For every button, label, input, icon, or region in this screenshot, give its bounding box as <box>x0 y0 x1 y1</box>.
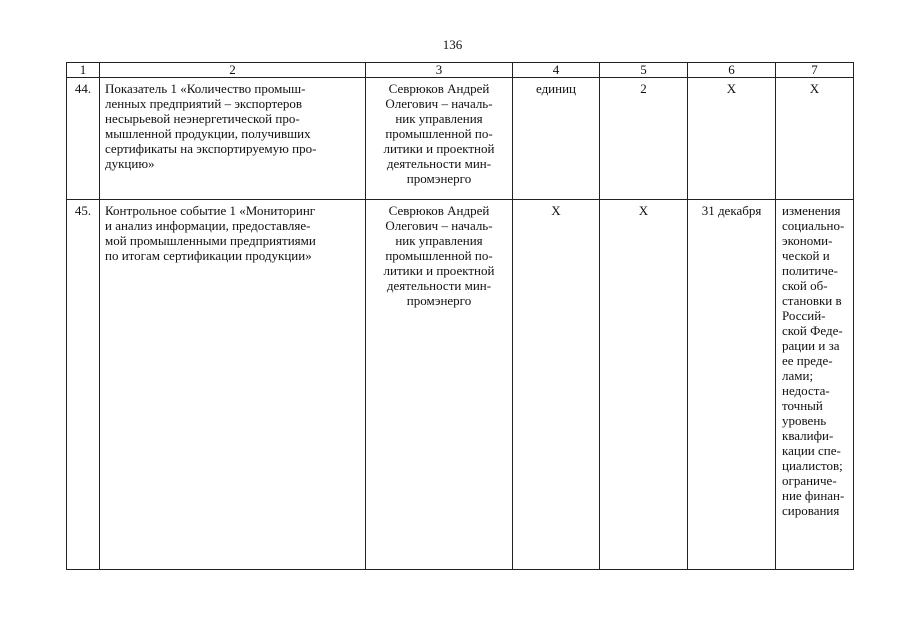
deadline-cell: 31 декабря <box>688 200 776 570</box>
row-number: 44. <box>67 78 100 200</box>
risk-line: социально- <box>782 218 845 233</box>
row-title-line: ленных предприятий – экспортеров <box>105 96 303 111</box>
risk-line: становки в <box>782 293 842 308</box>
risk-cell <box>776 200 854 570</box>
risk-line: сирования <box>782 503 840 518</box>
risk-line: кации спе- <box>782 443 841 458</box>
responsible-person <box>366 200 513 570</box>
risk-line: Россий- <box>782 308 826 323</box>
value-cell: 2 <box>600 78 688 200</box>
risk-line: ской об- <box>782 278 828 293</box>
risk-line: циалистов; <box>782 458 843 473</box>
responsible-line: промышленной по- <box>385 248 493 263</box>
column-header: 1 <box>67 63 100 78</box>
responsible-line: литики и проектной <box>383 141 495 156</box>
page-number: 136 <box>442 37 463 52</box>
risk-line: ческой и <box>782 248 830 263</box>
risk-line: политиче- <box>782 263 839 278</box>
responsible-line: промэнерго <box>406 293 472 308</box>
table-row <box>67 200 854 570</box>
deadline-cell: Х <box>688 78 776 200</box>
column-header: 6 <box>688 63 776 78</box>
responsible-line: Олегович – началь- <box>385 218 493 233</box>
risk-line: лами; <box>782 368 814 383</box>
responsible-line: ник управления <box>395 233 483 248</box>
document-table <box>66 62 854 570</box>
column-header: 4 <box>513 63 600 78</box>
responsible-line: литики и проектной <box>383 263 495 278</box>
responsible-line: Севрюков Андрей <box>388 81 490 96</box>
responsible-person <box>366 78 513 200</box>
row-title-line: Контрольное событие 1 «Мониторинг <box>105 203 316 218</box>
risk-line: квалифи- <box>782 428 834 443</box>
unit-cell: Х <box>513 200 600 570</box>
risk-line: изменения <box>782 203 841 218</box>
risk-line: недоста- <box>782 383 830 398</box>
table-row <box>67 78 854 200</box>
risk-line: рации и за <box>782 338 840 353</box>
row-title <box>100 78 366 200</box>
row-title-line: дукцию» <box>105 156 155 171</box>
risk-line: уровень <box>782 413 827 428</box>
row-title-line: мышленной продукции, получивших <box>105 126 311 141</box>
risk-cell <box>776 78 854 200</box>
row-title-line: мой промышленными предприятиями <box>105 233 316 248</box>
risk-line: ограниче- <box>782 473 837 488</box>
responsible-line: Севрюков Андрей <box>388 203 490 218</box>
risk-line: экономи- <box>782 233 833 248</box>
column-header: 5 <box>600 63 688 78</box>
row-number: 45. <box>67 200 100 570</box>
risk-line: Х <box>809 81 820 96</box>
table-header-row <box>67 63 854 78</box>
responsible-line: деятельности мин- <box>386 156 492 171</box>
responsible-line: деятельности мин- <box>386 278 492 293</box>
responsible-line: ник управления <box>395 111 483 126</box>
responsible-line: промэнерго <box>406 171 472 186</box>
responsible-line: промышленной по- <box>385 126 493 141</box>
risk-line: ее преде- <box>782 353 833 368</box>
row-title-line: Показатель 1 «Количество промыш- <box>105 81 306 96</box>
column-header: 2 <box>100 63 366 78</box>
row-title-line: несырьевой неэнергетической про- <box>105 111 300 126</box>
risk-line: точный <box>782 398 823 413</box>
column-header: 7 <box>776 63 854 78</box>
column-header: 3 <box>366 63 513 78</box>
risk-line: ской Феде- <box>782 323 843 338</box>
value-cell: Х <box>600 200 688 570</box>
row-title <box>100 200 366 570</box>
row-title-line: сертификаты на экспортируемую про- <box>105 141 317 156</box>
unit-cell: единиц <box>513 78 600 200</box>
row-title-line: по итогам сертификации продукции» <box>105 248 312 263</box>
row-title-line: и анализ информации, предоставляе- <box>105 218 311 233</box>
responsible-line: Олегович – началь- <box>385 96 493 111</box>
risk-line: ние финан- <box>782 488 845 503</box>
